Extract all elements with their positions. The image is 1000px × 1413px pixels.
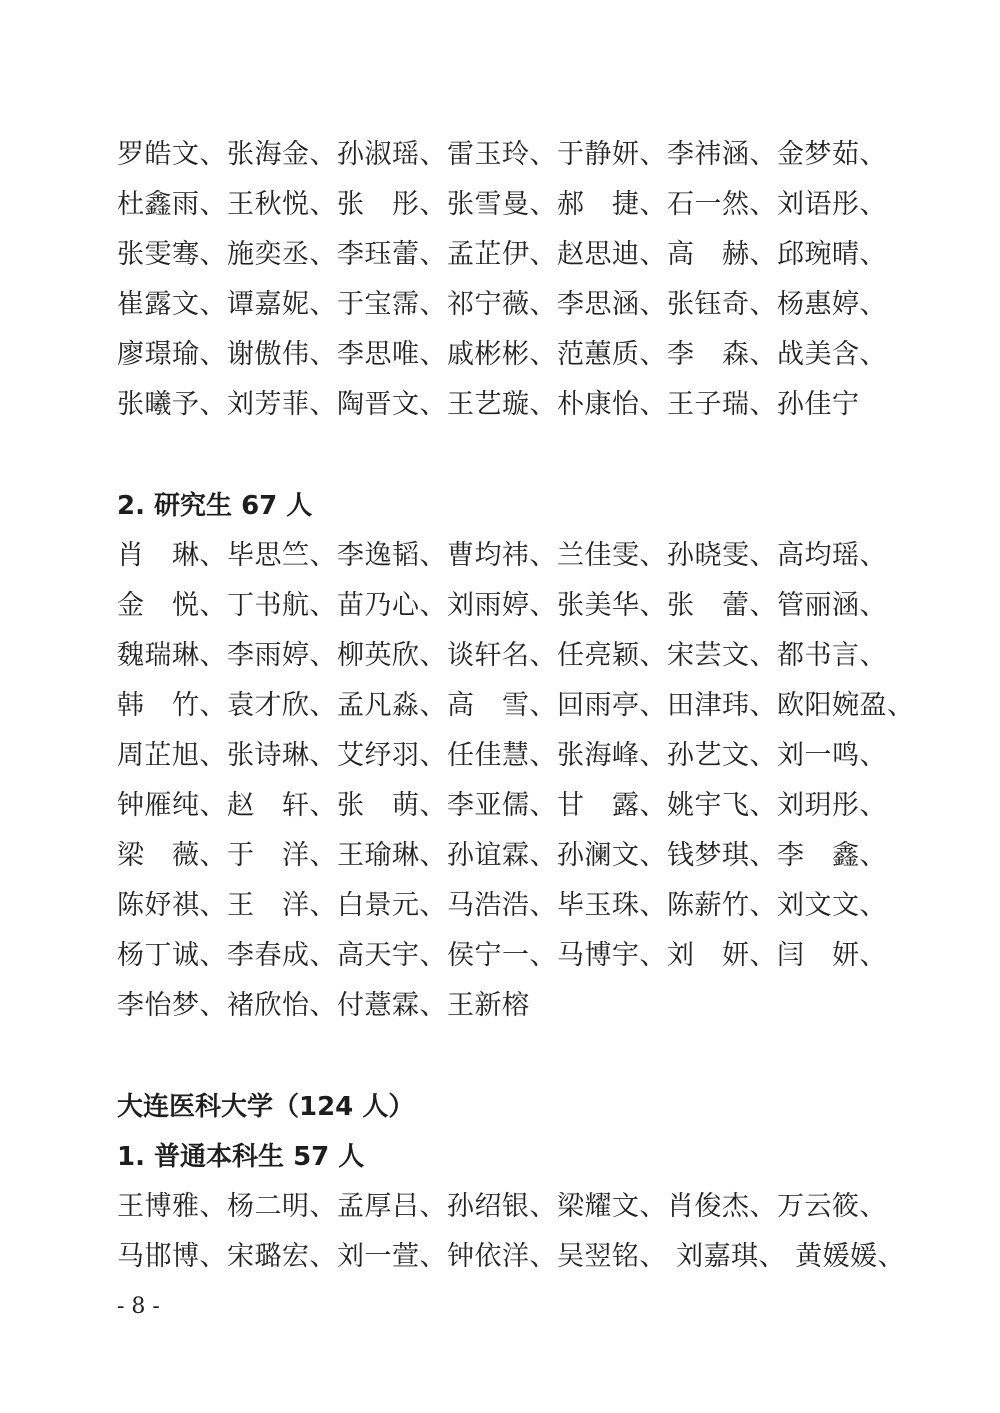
section-heading-graduate: 2. 研究生 67 人 [117, 491, 313, 521]
university-heading: 大连医科大学（124 人） [117, 1092, 415, 1122]
name-line: 肖 琳、毕思竺、李逸韬、曹均祎、兰佳雯、孙晓雯、高均瑶、 [117, 540, 887, 571]
name-line: 崔露文、谭嘉妮、于宝霈、祁宁薇、李思涵、张钰奇、杨惠婷、 [117, 289, 887, 320]
section-heading-undergrad: 1. 普通本科生 57 人 [117, 1142, 365, 1172]
name-line: 李怡梦、褚欣怡、付薏霖、王新榕 [117, 990, 530, 1021]
name-line: 陈妤祺、王 洋、白景元、马浩浩、毕玉珠、陈薪竹、刘文文、 [117, 890, 887, 921]
name-line: 钟雁纯、赵 轩、张 萌、李亚儒、甘 露、姚宇飞、刘玥彤、 [117, 790, 887, 821]
name-line: 廖璟瑜、谢傲伟、李思唯、戚彬彬、范蕙质、李 森、战美含、 [117, 339, 887, 370]
name-line: 金 悦、丁书航、苗乃心、刘雨婷、张美华、张 蕾、管丽涵、 [117, 590, 887, 621]
name-line: 张雯骞、施奕丞、李珏蕾、孟芷伊、赵思迪、高 赫、邱琬晴、 [117, 239, 887, 270]
name-line: 王博雅、杨二明、孟厚吕、孙绍银、梁耀文、肖俊杰、万云筱、 [117, 1191, 887, 1222]
name-line: 张曦予、刘芳菲、陶晋文、王艺璇、朴康怡、王子瑞、孙佳宁 [117, 389, 860, 420]
name-line: 杜鑫雨、王秋悦、张 彤、张雪曼、郝 捷、石一然、刘语彤、 [117, 189, 887, 220]
name-line: 韩 竹、袁才欣、孟凡淼、高 雪、回雨亭、田津玮、欧阳婉盈、 [117, 690, 915, 721]
name-line: 周芷旭、张诗琳、艾纾羽、任佳慧、张海峰、孙艺文、刘一鸣、 [117, 740, 887, 771]
name-line: 杨丁诚、李春成、高天宇、侯宁一、马博宇、刘 妍、闫 妍、 [117, 940, 887, 971]
name-line: 梁 薇、于 洋、王瑜琳、孙谊霖、孙澜文、钱梦琪、李 鑫、 [117, 840, 887, 871]
name-line: 马邯博、宋璐宏、刘一萱、钟依洋、吴翌铭、 刘嘉琪、 黄媛媛、 [117, 1241, 906, 1272]
name-line: 罗皓文、张海金、孙淑瑶、雷玉玲、于静妍、李祎涵、金梦茹、 [117, 139, 887, 170]
page-number: - 8 - [117, 1294, 160, 1319]
name-line: 魏瑞琳、李雨婷、柳英欣、谈轩名、任亮颖、宋芸文、都书言、 [117, 640, 887, 671]
